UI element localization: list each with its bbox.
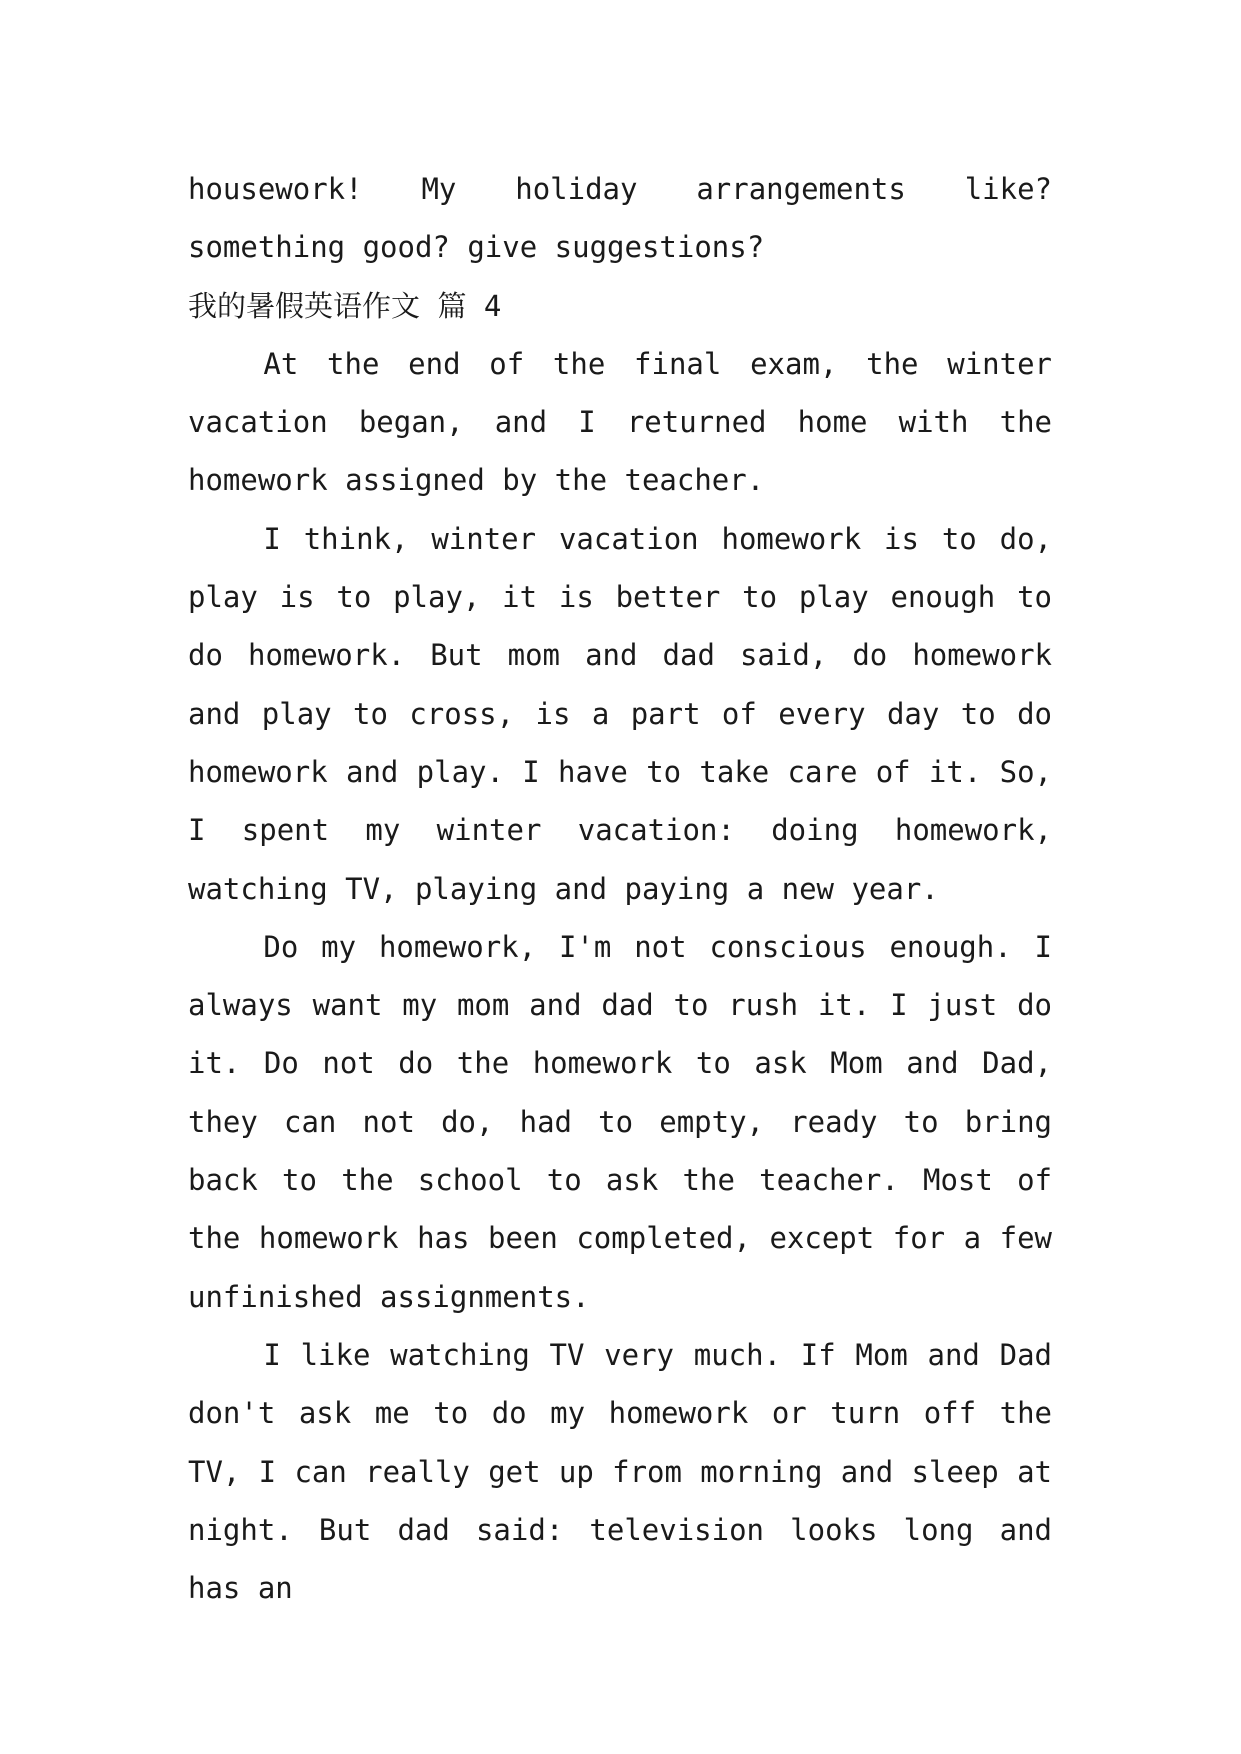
- body-paragraph: I think, winter vacation homework is to do, play is to play, it is better to play enough to do homework. But mom and dad said, do homework and play to cross, is a part of every day to do homework and play. I have to take care of it. So, I spent my winter vacation: doing homework, watching TV, playing and paying a new year.: [188, 521, 1052, 906]
- body-paragraph: Do my homework, I'm not conscious enough. I always want my mom and dad to rush it. I just do it. Do not do the homework to ask Mom and Dad, they can not do, had to empty, ready to bring back to the school to ask the teacher. Most of the homework has been completed, except for a few unfinished assignments.: [188, 929, 1052, 1314]
- body-paragraph: At the end of the final exam, the winter vacation began, and I returned home with the homework assigned by the teacher.: [188, 346, 1052, 498]
- body-paragraph: I like watching TV very much. If Mom and Dad don't ask me to do my homework or turn off the TV, I can really get up from morning and sleep at night. But dad said: television looks long and has an: [188, 1337, 1052, 1606]
- section-heading: 我的暑假英语作文 篇 4: [188, 288, 502, 323]
- document-body: [188, 160, 1052, 1617]
- continuation-paragraph: housework! My holiday arrangements like? something good? give suggestions?: [188, 172, 1052, 265]
